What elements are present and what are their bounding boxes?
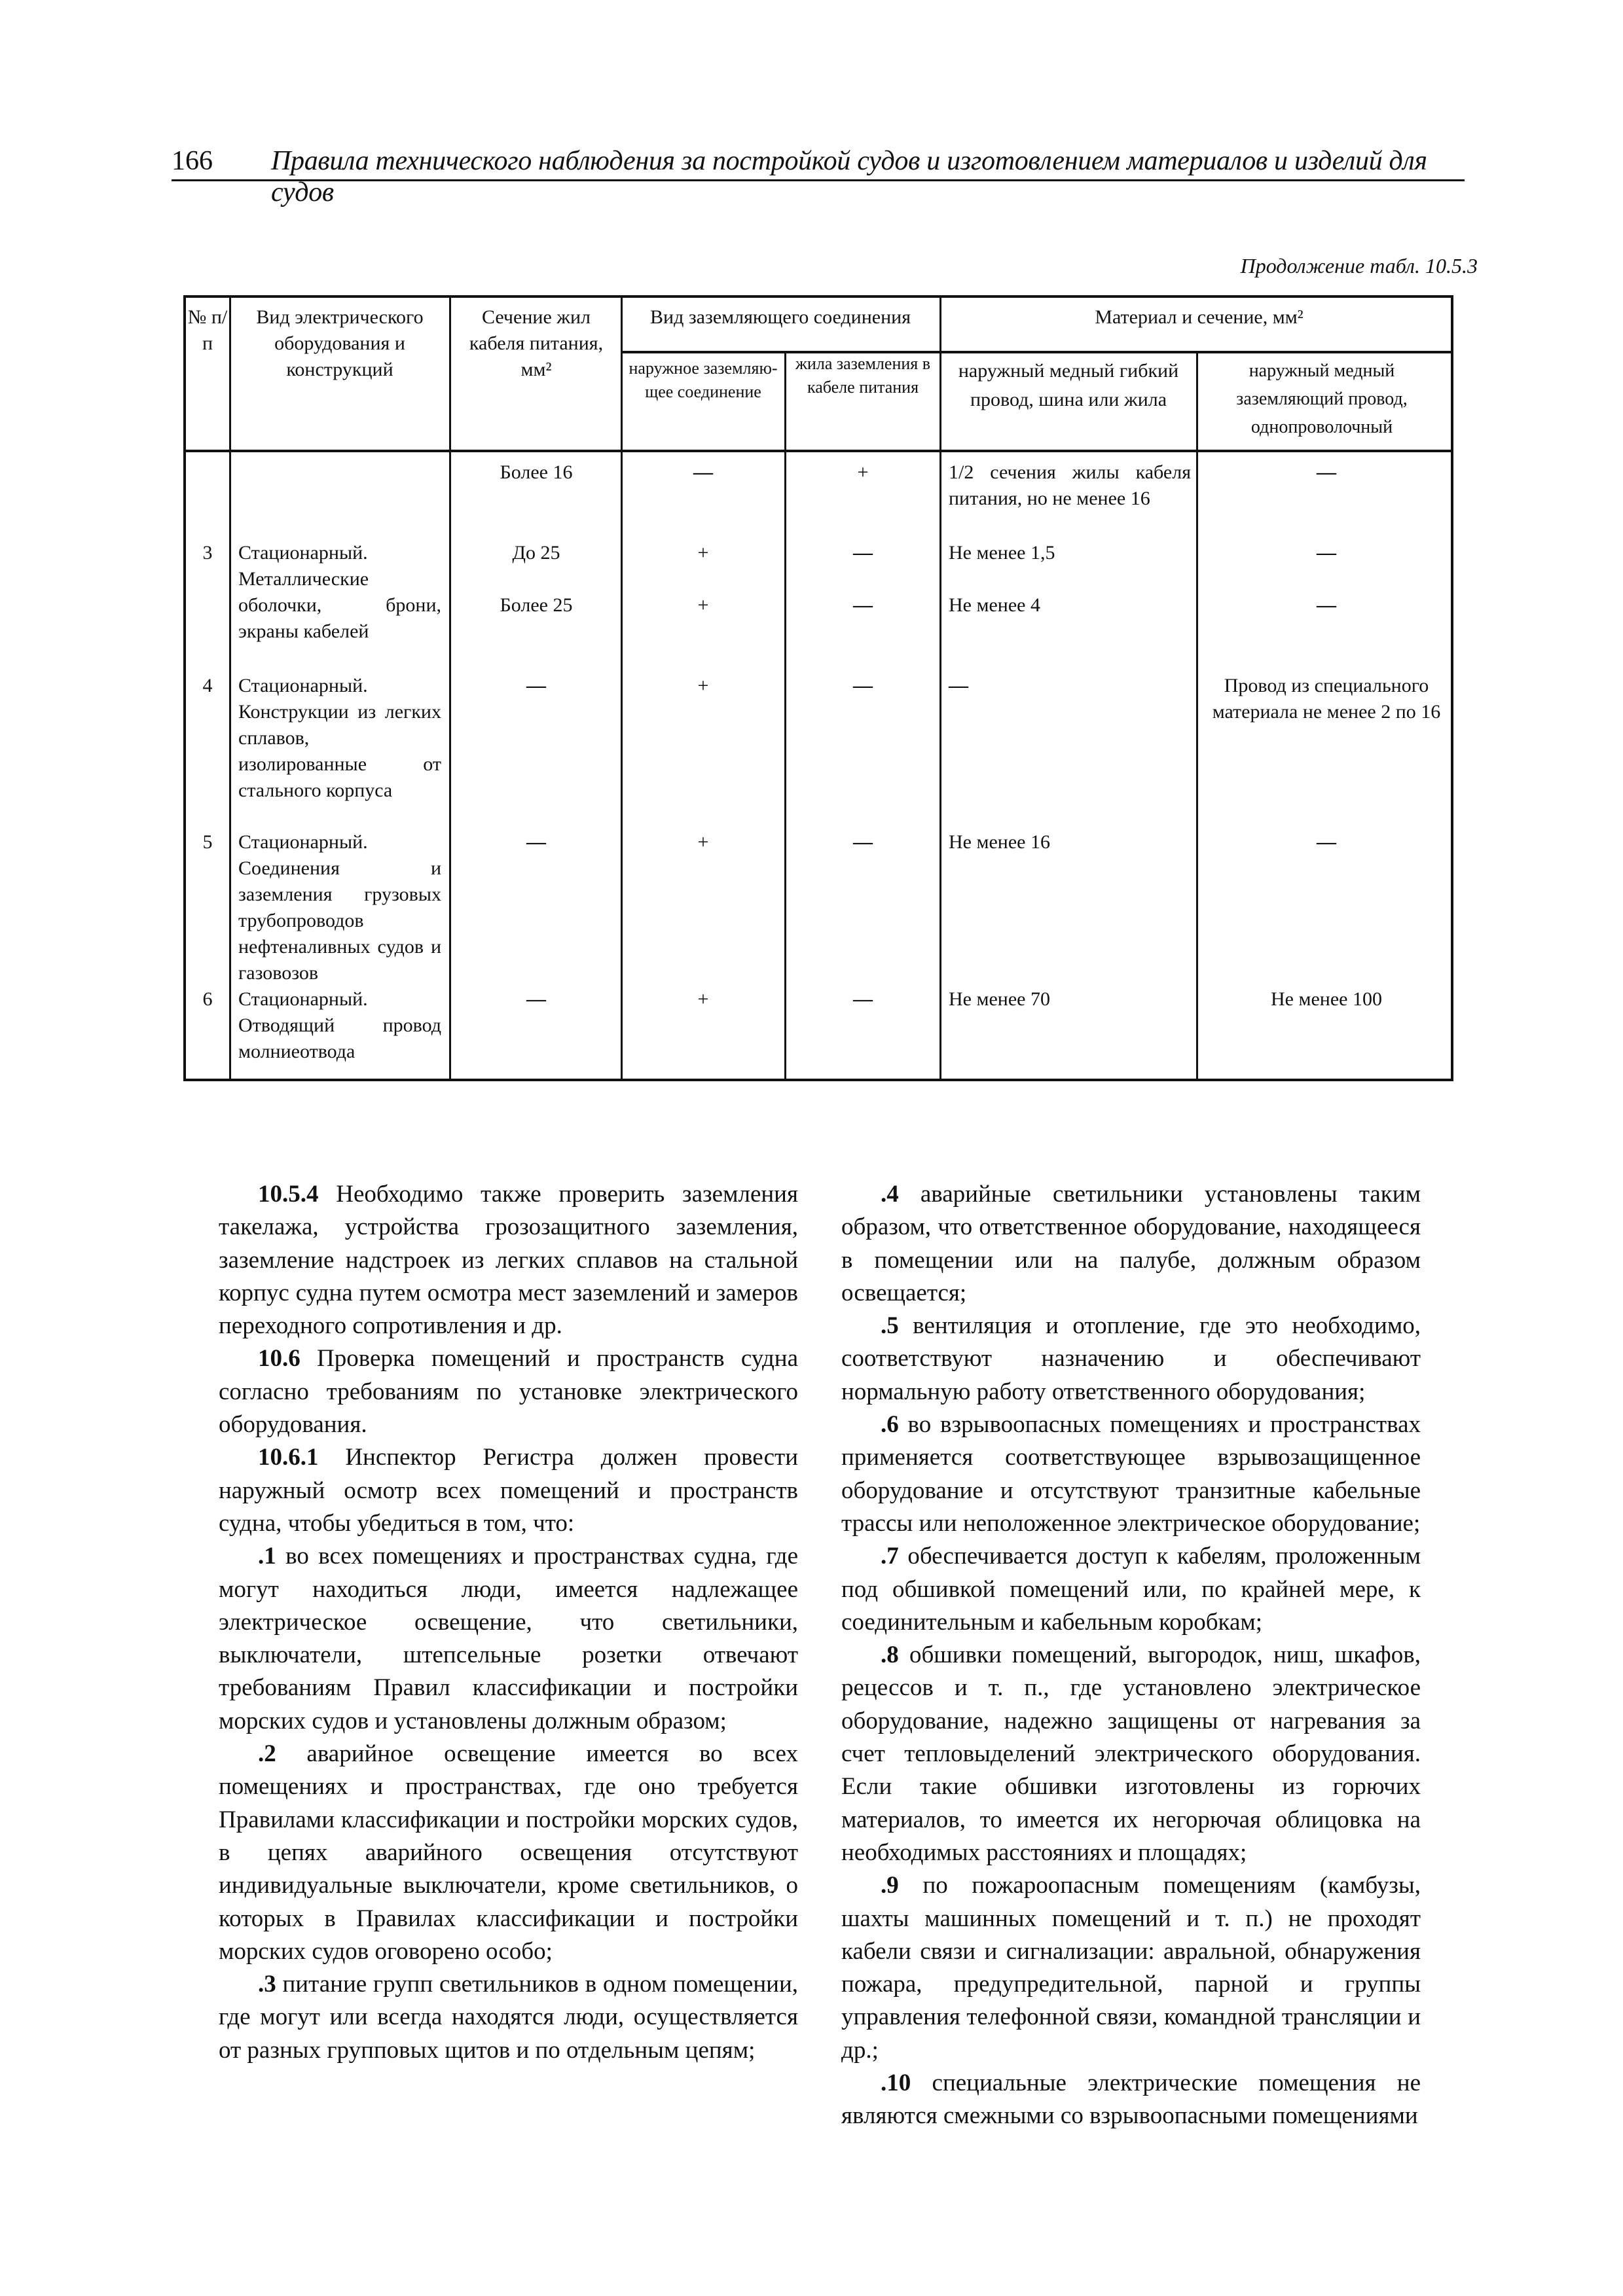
clause-text: вентиляция и отопление, где это необходимо, соответствуют назначению и обеспечивают нормальную работу ответственного оборудования; [841, 1312, 1421, 1405]
header-section: Сечение жил кабеля питания, мм² [469, 306, 604, 380]
clause-text: специальные электрические помещения не являются смежными со взрывоопасными помещениями [841, 2070, 1421, 2130]
header-no: № п/п [187, 306, 228, 354]
cell-core-in-cable: — [853, 542, 873, 564]
paragraph [219, 1441, 798, 1540]
header-single-wire: наружный медный заземляющий провод, однопроволочный [1236, 361, 1408, 437]
header-outer-connection: наружное заземляю-щее соединение [629, 359, 778, 401]
column-divider [939, 298, 941, 1079]
clause-text: аварийное освещение имеется во всех помещениях и пространствах, где оно требуется Правилами классификации и постройки морских судов, в цепях аварийного освещения отсутствуют индивидуальные выключатели, кроме светильников, о которых в Правилах классификации и постройки морских судов оговорено особо; [219, 1740, 798, 1965]
header-bottom-rule [186, 450, 1451, 452]
clause-text: во всех помещениях и пространствах судна, где могут находиться люди, имеется надлежащее электрическое освещение, что светильники, выключатели, штепсельные розетки отвечают требованиям Правил классификации и постройки морских судов и установлены должным образом; [219, 1543, 798, 1734]
clause-number: .3 [258, 1971, 276, 1998]
cell-outer-connection: + [697, 831, 709, 853]
clause-number: .6 [881, 1411, 899, 1439]
clause-number: .8 [881, 1641, 899, 1669]
page-number: 166 [172, 146, 213, 176]
paragraph [219, 1178, 798, 1342]
cell-cable-section: Более 25 [500, 594, 573, 616]
cell-flexible-wire: Не менее 16 [949, 831, 1050, 853]
column-divider [1196, 352, 1198, 1079]
cell-single-wire: — [1317, 461, 1336, 483]
cell-core-in-cable: — [853, 594, 873, 616]
cell-cable-section: — [526, 988, 546, 1010]
cell-row-number: 3 [202, 542, 213, 564]
clause-number: .4 [881, 1181, 899, 1208]
table-caption: Продолжение табл. 10.5.3 [1240, 254, 1478, 278]
cell-single-wire: — [1317, 542, 1336, 564]
clause-number: .5 [881, 1312, 899, 1340]
header-material-group: Материал и сечение, мм² [1095, 306, 1304, 328]
cell-cable-section: Более 16 [500, 461, 573, 483]
cell-outer-connection: — [693, 461, 713, 483]
clause-text: Инспектор Регистра должен провести наружный осмотр всех помещений и пространств судна, чтобы убедиться в том, что: [219, 1444, 798, 1537]
paragraph [841, 1540, 1421, 1639]
header-divider [621, 351, 1451, 353]
paragraph [841, 1310, 1421, 1408]
column-divider [449, 298, 451, 1079]
clause-number: .2 [258, 1740, 276, 1768]
clause-text: Необходимо также проверить заземления такелажа, устройства грозозащитного заземления, заземление надстроек из легких сплавов на стальной корпус судна путем осмотра мест заземлений и замеров переходного сопротивления и др. [219, 1181, 798, 1340]
paragraph [841, 1639, 1421, 1869]
cell-cable-section: До 25 [512, 542, 560, 564]
cell-core-in-cable: — [853, 675, 873, 696]
cell-row-number: 5 [202, 831, 213, 853]
clause-number: .1 [258, 1543, 276, 1570]
right-text-column [841, 1178, 1421, 2133]
paragraph [841, 1178, 1421, 1310]
cell-flexible-wire: Не менее 1,5 [949, 542, 1055, 564]
clause-number: 10.6.1 [258, 1444, 319, 1471]
cell-flexible-wire: 1/2 сечения жилы кабеля питания, но не менее 16 [949, 461, 1191, 509]
paragraph [841, 2067, 1421, 2133]
paragraph [219, 1738, 798, 1968]
paragraph [841, 1408, 1421, 1540]
cell-row-number: 6 [202, 988, 213, 1010]
cell-outer-connection: + [697, 988, 709, 1010]
header-equipment: Вид электрического оборудования и конструкций [256, 306, 424, 380]
cell-equipment-type: Стационарный. Металлические оболочки, брони, экраны кабелей [238, 542, 441, 642]
running-header [172, 143, 1465, 207]
grounding-table [183, 295, 1453, 1081]
cell-outer-connection: + [697, 542, 709, 564]
header-core-in-cable: жила заземления в кабеле питания [795, 354, 931, 397]
cell-core-in-cable: — [853, 831, 873, 853]
column-divider [621, 298, 623, 1079]
running-title: Правила технического наблюдения за постройкой судов и изготовлением материалов и изделий для судов [271, 146, 1427, 207]
clause-text: во взрывоопасных помещениях и пространствах применяется соответствующее взрывозащищенное оборудование и отсутствуют транзитные кабельные трассы или неположенное электрическое оборудование; [841, 1411, 1421, 1537]
cell-outer-connection: + [697, 675, 709, 696]
cell-flexible-wire: Не менее 70 [949, 988, 1050, 1010]
clause-number: .7 [881, 1543, 899, 1570]
cell-outer-connection: + [697, 594, 709, 616]
cell-equipment-type: Стационарный. Отводящий провод молниеотвода [238, 988, 441, 1062]
header-connection-group: Вид заземляющего соединения [650, 306, 911, 328]
cell-single-wire: — [1317, 831, 1336, 853]
clause-text: обшивки помещений, выгородок, ниш, шкафов, рецессов и т. п., где установлено электрическое оборудование, надежно защищены от нагревания за счет тепловыделений электрического оборудования. Если такие обшивки изготовлены из горючих материалов, то имеется их негорючая облицовка на необходимых расстояниях и площадях; [841, 1641, 1421, 1866]
cell-flexible-wire: — [949, 675, 968, 696]
cell-single-wire: Провод из специального материала не менее 2 по 16 [1212, 675, 1441, 723]
cell-cable-section: — [526, 675, 546, 696]
clause-number: 10.6 [258, 1345, 301, 1372]
left-text-column [219, 1178, 798, 2067]
cell-core-in-cable: — [853, 988, 873, 1010]
column-divider [784, 352, 786, 1079]
clause-text: Проверка помещений и пространств судна согласно требованиям по установке электрического оборудования. [219, 1345, 798, 1439]
cell-row-number: 4 [202, 675, 213, 696]
paragraph [219, 1342, 798, 1441]
clause-text: питание групп светильников в одном помещении, где могут или всегда находятся люди, осуществляется от разных групповых щитов и по отдельным цепям; [219, 1971, 798, 2064]
clause-text: аварийные светильники установлены таким образом, что ответственное оборудование, находящееся в помещении или на палубе, должным образом освещается; [841, 1181, 1421, 1306]
clause-number: .9 [881, 1872, 899, 1899]
cell-flexible-wire: Не менее 4 [949, 594, 1040, 616]
cell-single-wire: Не менее 100 [1271, 988, 1382, 1010]
clause-text: по пожароопасным помещениям (камбузы, шахты машинных помещений и т. п.) не проходят кабели связи и сигнализации: авральной, обнаружения пожара, предупредительной, парной и группы управления телефонной связи, командной трансляции и др.; [841, 1872, 1421, 2064]
cell-equipment-type: Стационарный. Соединения и заземления грузовых трубопроводов нефтеналивных судов и газовозов [238, 831, 441, 984]
paragraph [219, 1540, 798, 1738]
header-flexible-wire: наружный медный гибкий провод, шина или жила [958, 360, 1179, 410]
paragraph [219, 1968, 798, 2067]
clause-text: обеспечивается доступ к кабелям, проложенным под обшивкой помещений или, по крайней мере, к соединительным и кабельным коробкам; [841, 1543, 1421, 1636]
paragraph [841, 1869, 1421, 2067]
cell-cable-section: — [526, 831, 546, 853]
column-divider [229, 298, 231, 1079]
cell-core-in-cable: + [857, 461, 869, 483]
cell-single-wire: — [1317, 594, 1336, 616]
clause-number: 10.5.4 [258, 1181, 319, 1208]
cell-equipment-type: Стационарный. Конструкции из легких сплавов, изолированные от стального корпуса [238, 675, 441, 801]
clause-number: .10 [881, 2070, 911, 2097]
